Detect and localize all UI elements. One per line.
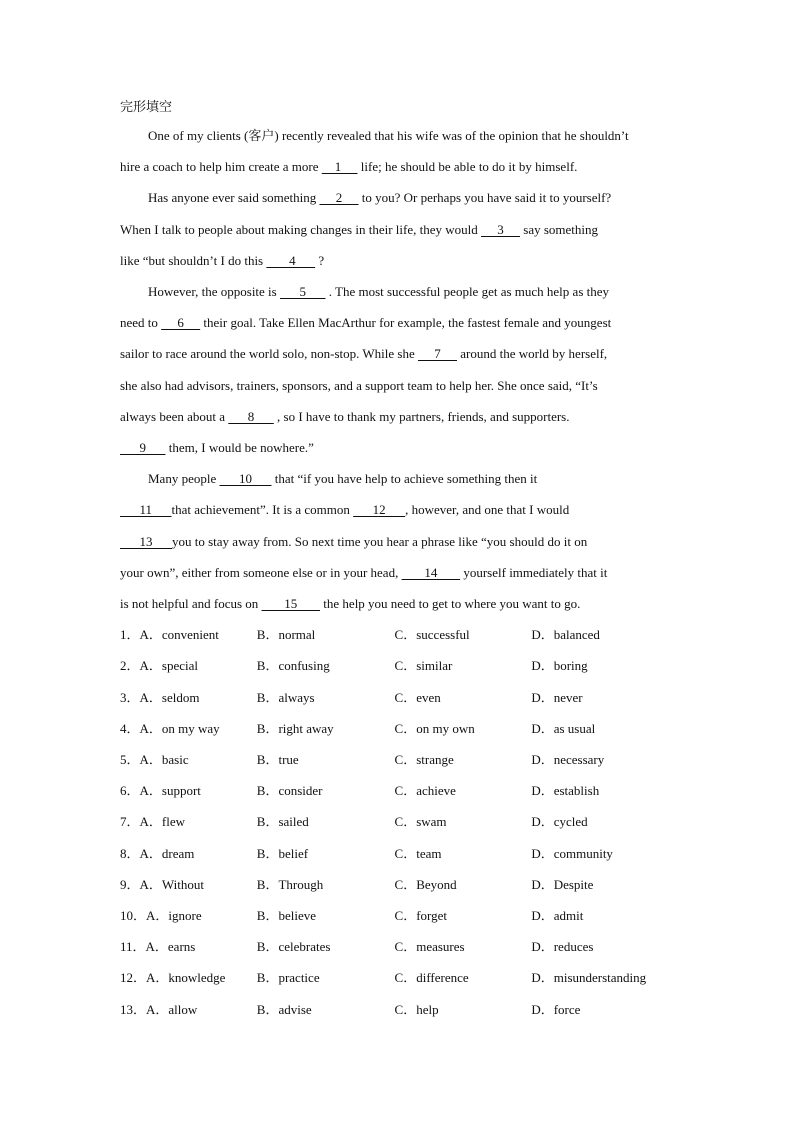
answer-blank[interactable]: 2 (319, 190, 359, 206)
option-choice[interactable]: B．Through (256, 876, 324, 892)
option-choice[interactable]: C．forget (394, 907, 448, 923)
option-choice[interactable]: 6．A．support (120, 783, 201, 799)
passage-line (120, 526, 680, 557)
passage-text: hire a coach to help him create a more (120, 159, 322, 175)
option-choice[interactable]: C．team (394, 845, 442, 861)
passage-text: that achievement”. It is a common (171, 502, 354, 518)
section-title: 完形填空 (120, 100, 173, 115)
option-row (120, 994, 680, 1025)
worksheet-page (120, 96, 680, 1025)
answer-blank[interactable]: 7 (417, 346, 457, 362)
option-choice[interactable]: B．sailed (256, 814, 309, 830)
passage-line (120, 120, 680, 151)
option-choice[interactable]: 7．A．flew (120, 814, 185, 830)
cloze-passage (120, 120, 680, 619)
passage-text: Many people (148, 471, 220, 487)
option-choice[interactable]: D．reduces (531, 939, 594, 955)
passage-line (120, 588, 680, 619)
passage-line (120, 245, 680, 276)
option-choice[interactable]: D．community (531, 845, 613, 861)
option-choice[interactable]: B．normal (256, 627, 316, 643)
option-row (120, 838, 680, 869)
passage-line (120, 557, 680, 588)
passage-text: you to stay away from. So next time you hear a phrase like “you should do it on (172, 533, 588, 549)
passage-text: is not helpful and focus on (120, 596, 262, 612)
option-choice[interactable]: D．Despite (531, 876, 594, 892)
option-choice[interactable]: B．true (256, 752, 299, 767)
option-choice[interactable]: D．balanced (531, 627, 600, 643)
option-choice[interactable]: B．advise (256, 1001, 312, 1017)
passage-text: Has anyone ever said something (148, 190, 320, 206)
passage-text: to you? Or perhaps you have said it to yourself? (358, 190, 612, 206)
option-choice[interactable]: B．believe (256, 907, 316, 923)
passage-text: need to (120, 315, 162, 331)
option-row (120, 713, 680, 744)
passage-text: . The most successful people get as much help as they (325, 284, 610, 300)
passage-text: always been about a (120, 408, 229, 424)
answer-blank[interactable]: 5 (279, 284, 326, 300)
option-choice[interactable]: C．measures (394, 939, 465, 955)
option-choice[interactable]: 9．A．Without (120, 876, 204, 892)
option-choice[interactable]: B．celebrates (256, 939, 331, 955)
option-row (120, 650, 680, 681)
passage-line (120, 338, 680, 369)
option-choice[interactable]: C．successful (394, 627, 470, 643)
option-choice[interactable]: C．difference (394, 970, 469, 986)
option-choice[interactable]: D．as usual (531, 720, 596, 736)
passage-text: , however, and one that I would (405, 502, 570, 518)
answer-blank[interactable]: 1 (321, 159, 358, 175)
option-choice[interactable]: B．confusing (256, 658, 330, 674)
option-choice[interactable]: 13．A．allow (120, 1001, 198, 1017)
answer-blank[interactable]: 15 (261, 596, 321, 612)
passage-text: the help you need to get to where you want to go. (320, 596, 581, 612)
option-choice[interactable]: B．belief (256, 845, 309, 861)
option-row (120, 744, 680, 775)
passage-line (120, 214, 680, 245)
passage-text: sailor to race around the world solo, non-stop. While she (120, 346, 418, 362)
answer-blank[interactable]: 14 (401, 564, 461, 580)
option-choice[interactable]: D．necessary (531, 752, 605, 767)
passage-text: their goal. Take Ellen MacArthur for example, the fastest female and youngest (200, 315, 612, 331)
passage-text: she also had advisors, trainers, sponsors, and a support team to help her. She once said, “It’s (120, 377, 598, 393)
option-choice[interactable]: D．cycled (531, 814, 588, 830)
answer-blank[interactable]: 6 (161, 315, 201, 331)
option-choice[interactable]: 4．A．on my way (120, 720, 220, 736)
passage-line (120, 463, 680, 494)
option-choice[interactable]: 12．A．knowledge (120, 970, 226, 986)
passage-line (120, 401, 680, 432)
passage-text: your own”, either from someone else or in your head, (120, 564, 402, 580)
option-choice[interactable]: C．even (394, 689, 441, 705)
passage-text: However, the opposite is (148, 284, 280, 300)
passage-text: that “if you have help to achieve something then it (271, 471, 538, 487)
option-choice[interactable]: C．achieve (394, 783, 456, 799)
option-choice[interactable]: C．strange (394, 752, 454, 767)
option-choice[interactable]: C．similar (394, 658, 453, 674)
passage-text: life; he should be able to do it by himself. (357, 159, 578, 175)
option-choice[interactable]: 2．A．special (120, 658, 198, 674)
option-row (120, 869, 680, 900)
answer-blank[interactable]: 13 (120, 533, 172, 549)
answer-blank[interactable]: 12 (353, 502, 406, 518)
passage-text: them, I would be nowhere.” (165, 440, 314, 456)
answer-blank[interactable]: 11 (120, 502, 172, 518)
option-choice[interactable]: D．force (531, 1001, 581, 1017)
passage-line (120, 276, 680, 307)
passage-line (120, 432, 680, 463)
option-choice[interactable]: C．on my own (394, 720, 475, 736)
option-choice[interactable]: 11．A．earns (120, 939, 196, 955)
option-choice[interactable]: C．Beyond (394, 876, 457, 892)
option-choice[interactable]: B．always (256, 689, 315, 705)
option-row (120, 900, 680, 931)
option-row (120, 806, 680, 837)
option-choice[interactable]: D．misunderstanding (531, 970, 647, 986)
answer-blank[interactable]: 3 (481, 221, 521, 237)
passage-text: around the world by herself, (456, 346, 608, 362)
passage-line (120, 151, 680, 182)
option-choice[interactable]: 3．A．seldom (120, 689, 200, 705)
passage-text: like “but shouldn’t I do this (120, 252, 267, 268)
option-row (120, 931, 680, 962)
option-row (120, 962, 680, 993)
passage-text: One of my clients (客户) recently revealed that his wife was of the opinion that he shouldn’t (148, 128, 629, 143)
option-choice[interactable]: D．never (531, 689, 583, 705)
passage-text: When I talk to people about making changes in their life, they would (120, 221, 482, 237)
passage-line (120, 370, 680, 401)
option-choice[interactable]: 8．A．dream (120, 845, 195, 861)
passage-line (120, 307, 680, 338)
option-choice[interactable]: D．admit (531, 907, 584, 923)
answer-blank[interactable]: 8 (228, 408, 274, 424)
passage-text: say something (520, 221, 599, 237)
answer-blank[interactable]: 4 (266, 252, 316, 268)
answer-blank[interactable]: 9 (120, 440, 166, 456)
option-choice[interactable]: B．consider (256, 783, 323, 799)
option-choice[interactable]: 1．A．convenient (120, 627, 219, 643)
passage-text: ? (315, 252, 325, 268)
option-choice[interactable]: B．practice (256, 970, 320, 986)
passage-line (120, 182, 680, 213)
passage-text: , so I have to thank my partners, friends, and supporters. (273, 408, 570, 424)
option-choice[interactable]: C．swam (394, 814, 447, 830)
option-row (120, 619, 680, 650)
option-choice[interactable]: 5．A．basic (120, 752, 189, 767)
answer-blank[interactable]: 10 (219, 471, 272, 487)
answer-options (120, 619, 680, 1024)
passage-line (120, 494, 680, 525)
option-row (120, 775, 680, 806)
option-choice[interactable]: D．establish (531, 783, 600, 799)
option-row (120, 682, 680, 713)
option-choice[interactable]: C．help (394, 1001, 439, 1017)
option-choice[interactable]: 10．A．ignore (120, 907, 202, 923)
passage-text: yourself immediately that it (460, 564, 608, 580)
option-choice[interactable]: D．boring (531, 658, 588, 674)
option-choice[interactable]: B．right away (256, 720, 334, 736)
